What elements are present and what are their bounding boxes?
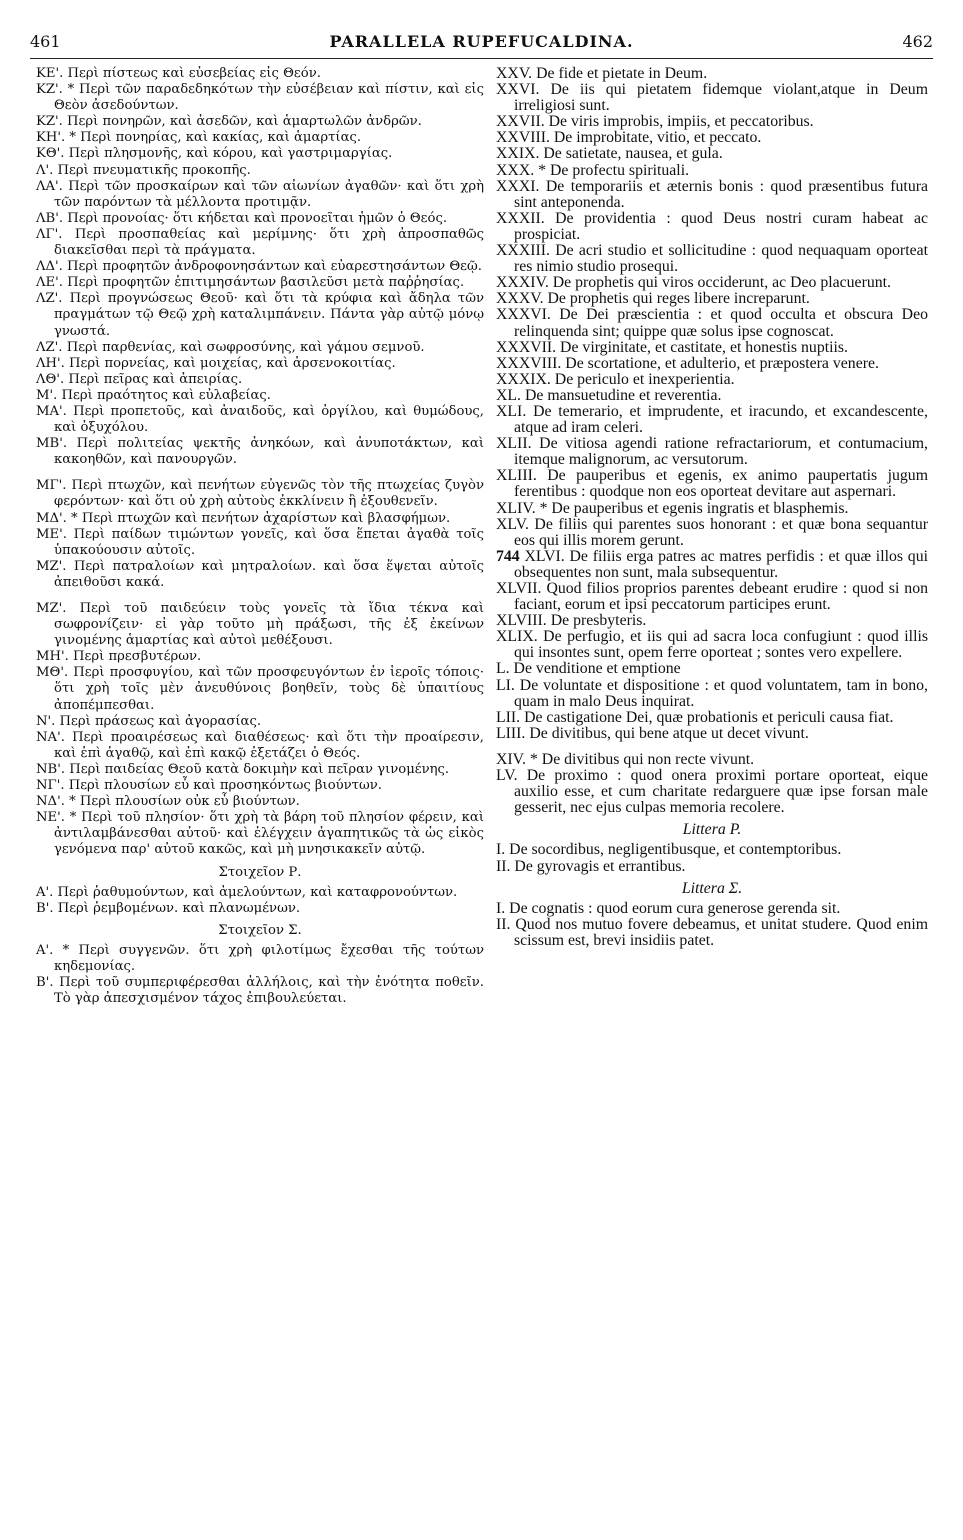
- index-entry: XL. De mansuetudine et reverentia.: [496, 386, 722, 404]
- index-entry: ΛΑ'. Περὶ τῶν προσκαίρων καὶ τῶν αἰωνίων ἀγαθῶν· καὶ ὅτι χρὴ τῶν παρόντων τὰ μέλλοντα προτιμᾷν.: [36, 178, 484, 210]
- index-entry: ΛΖ'. Περὶ προγνώσεως Θεοῦ· καὶ ὅτι τὰ κρύφια καὶ ἄδηλα τῶν πραγμάτων τῷ Θεῷ χρὴ καταλιμπάνειν. Πάντα γὰρ αὐτῷ μόνῳ γνωστά.: [36, 291, 484, 339]
- index-entry: XIV. * De divitibus qui non recte vivunt.: [496, 750, 755, 768]
- index-entry: ΜΖ'. Περὶ τοῦ παιδεύειν τοὺς γονεῖς τὰ ἴδια τέκνα καὶ σωφρονίζειν· εἰ γὰρ τοῦτο μὴ πράξωσι, τῆς ἐξ ἐκείνων γινομένης ἁμαρτίας καὶ αὐτοὶ μεθέξουσι.: [36, 601, 484, 649]
- right-page-number: 462: [902, 32, 933, 51]
- section-heading-rho: Στοιχεῖον Ρ.: [218, 864, 302, 880]
- index-entry: LIII. De divitibus, qui bene atque ut decet vivunt.: [496, 724, 809, 742]
- index-entry: Ν'. Περὶ πράσεως καὶ ἀγορασίας.: [36, 713, 262, 729]
- index-entry: ΜΕ'. Περὶ παίδων τιμώντων γονεῖς, καὶ ὅσα ἕπεται ἀγαθὰ τοῖς ὑπακούουσιν αὐτοῖς.: [36, 526, 484, 558]
- index-entry: ΝΑ'. Περὶ προαιρέσεως καὶ διαθέσεως· καὶ ὅτι τὴν προαίρεσιν, καὶ ἐπὶ ἀγαθῷ, καὶ ἐπὶ κακῷ ἐξετάζει ὁ Θεός.: [36, 729, 484, 761]
- index-entry: Β'. Περὶ τοῦ συμπεριφέρεσθαι ἀλλήλοις, καὶ τὴν ἑνότητα ποθεῖν. Τὸ γὰρ ἀπεσχισμένον τάχος ἐπιβουλεύεται.: [36, 975, 484, 1007]
- page-header: [30, 32, 933, 59]
- index-entry: II. Quod nos mutuo fovere debeamus, et unitat studere. Quod enim scissum est, brevi insidiis patet.: [496, 915, 928, 949]
- margin-number: 744: [496, 547, 520, 565]
- index-entry: XXVII. De viris improbis, impiis, et peccatoribus.: [496, 113, 814, 131]
- index-entry: XXXIX. De periculo et inexperientia.: [496, 370, 735, 388]
- index-entry: XLIV. * De pauperibus et egenis ingratis et blasphemis.: [496, 499, 849, 517]
- index-entry: LV. De proximo : quod onera proximi portare oporteat, eique auxilio esse, et cum charitate redarguere quæ ipse forsan male gesserit, nec ejus culpas memoria recolere.: [496, 767, 928, 817]
- index-entry: ΜΘ'. Περὶ προσφυγίου, καὶ τῶν προσφευγόντων ἐν ἱεροῖς τόποις· ὅτι χρὴ τοῖς μὲν ἀνευθύνοις βοηθεῖν, τοὺς δὲ ὑπαιτίους ἀποπέμπεσθαι.: [36, 665, 484, 713]
- index-entry: ΝΕ'. * Περὶ τοῦ πλησίον· ὅτι χρὴ τὰ βάρη τοῦ πλησίον φέρειν, καὶ ἀντιλαμβάνεσθαι αὐτοῦ· καὶ ἐλέγχειν ἀγαπητικῶς τὰ ὡς εἰκὸς γενόμενα παρ' αὐτοῦ κακῶς, καὶ μὴ μνησικακεῖν αὐτῷ.: [36, 810, 484, 858]
- index-entry: ΚΖ'. Περὶ πονηρῶν, καὶ ἀσεδῶν, καὶ ἁμαρτωλῶν ἀνδρῶν.: [36, 114, 422, 130]
- index-entry: XXXV. De prophetis qui reges libere increparunt.: [496, 290, 810, 308]
- index-entry: XXXVII. De virginitate, et castitate, et honestis nuptiis.: [496, 338, 848, 356]
- index-entry: ΚΕ'. Περὶ πίστεως καὶ εὐσεβείας εἰς Θεόν.: [36, 66, 321, 81]
- index-entry: Λ'. Περὶ πνευματικῆς προκοπῆς.: [36, 162, 251, 178]
- index-entry: XLVIII. De presbyteris.: [496, 612, 647, 630]
- index-entry: XLI. De temerario, et imprudente, et iracundo, et excandescente, atque ad iram celeri.: [496, 402, 928, 437]
- index-entry: XXXIV. De prophetis qui viros occiderunt, ac Deo placuerunt.: [496, 274, 891, 292]
- index-entry: XXXII. De providentia : quod Deus nostri curam habeat ac prospiciat.: [496, 209, 928, 243]
- index-entry: XXVIII. De improbitate, vitio, et peccato.: [496, 129, 762, 147]
- index-entry: ΛΕ'. Περὶ προφητῶν ἐπιτιμησάντων βασιλεῦσι μετὰ παῤῥησίας.: [36, 275, 465, 291]
- index-entry: ΛΓ'. Περὶ προσπαθείας καὶ μερίμνης· ὅτι χρὴ ἀπροσπαθῶς διακεῖσθαι περὶ τὰ πράγματα.: [36, 226, 484, 259]
- index-entry: XXIX. De satietate, nausea, et gula.: [496, 145, 723, 163]
- index-entry: XLVII. Quod filios proprios parentes debeant erudire : quod si non faciant, eorum et ipsi peccatorum participes erunt.: [496, 580, 928, 614]
- section-heading-littera-sigma: Littera Σ.: [681, 879, 743, 897]
- index-entry: ΛΔ'. Περὶ προφητῶν ἀνδροφονησάντων καὶ εὐαρεστησάντων Θεῷ.: [36, 259, 482, 275]
- index-entry: XXXVI. De Dei præscientia : et quod occulta et obscura Deo relinquenda sint; quippe quæ solus ipse cognoscat.: [496, 306, 928, 340]
- section-gap: [36, 468, 484, 478]
- index-entry: XXXVIII. De scortatione, et adulterio, et præpostera venere.: [496, 354, 879, 372]
- index-entry: ΛΗ'. Περὶ πορνείας, καὶ μοιχείας, καὶ ἀρσενοκοιτίας.: [36, 355, 396, 371]
- index-entry: ΛΖ'. Περὶ παρθενίας, καὶ σωφροσύνης, καὶ γάμου σεμνοῦ.: [36, 339, 425, 355]
- index-entry: II. De gyrovagis et errantibus.: [496, 857, 686, 875]
- latin-column: [496, 66, 928, 949]
- index-entry: ΜΔ'. * Περὶ πτωχῶν καὶ πενήτων ἀχαρίστων καὶ βλασφήμων.: [36, 510, 451, 526]
- index-entry: ΝΒ'. Περὶ παιδείας Θεοῦ κατὰ δοκιμὴν καὶ πεῖραν γινομένης.: [36, 761, 450, 777]
- index-entry: ΜΒ'. Περὶ πολιτείας ψεκτῆς ἀνηκόων, καὶ ἀνυποτάκτων, καὶ κακοηθῶν, καὶ πανουργῶν.: [36, 436, 484, 468]
- index-entry: XLII. De vitiosa agendi ratione refractariorum, et contumacium, itemque malignorum, ac versutorum.: [496, 435, 928, 469]
- index-entry: ΚΖ'. * Περὶ τῶν παραδεδηκότων τὴν εὐσέβειαν καὶ πίστιν, καὶ εἰς Θεὸν ἀσεδούντων.: [36, 82, 484, 114]
- index-entry: ΛΒ'. Περὶ προνοίας· ὅτι κήδεται καὶ προνοεῖται ἡμῶν ὁ Θεός.: [36, 210, 448, 226]
- section-heading-littera-p: Littera P.: [682, 821, 742, 839]
- index-entry: Μ'. Περὶ πραότητος καὶ εὐλαβείας.: [36, 387, 271, 403]
- index-entry: Α'. * Περὶ συγγενῶν. ὅτι χρὴ φιλοτίμως ἔχεσθαι τῆς τούτων κηδεμονίας.: [36, 942, 484, 974]
- index-entry: I. De socordibus, negligentibusque, et contemptoribus.: [496, 841, 842, 859]
- index-entry: ΜΑ'. Περὶ προπετοῦς, καὶ ἀναιδοῦς, καὶ ὀργίλου, καὶ θυμώδους, καὶ ὀξυχόλου.: [36, 403, 484, 436]
- index-entry: ΝΔ'. * Περὶ πλουσίων οὐκ εὖ βιούντων.: [36, 794, 300, 810]
- left-page-number: 461: [30, 32, 61, 51]
- index-entry: ΜΗ'. Περὶ πρεσβυτέρων.: [36, 649, 202, 665]
- index-entry: XXV. De fide et pietate in Deum.: [496, 65, 708, 82]
- running-title: PARALLELA RUPEFUCALDINA.: [329, 32, 634, 51]
- index-entry: ΚΗ'. * Περὶ πονηρίας, καὶ κακίας, καὶ ἁμαρτίας.: [36, 130, 362, 146]
- section-heading-sigma: Στοιχεῖον Σ.: [218, 922, 302, 938]
- section-gap: [36, 591, 484, 601]
- index-entry: XLIX. De perfugio, et iis qui ad sacra loca confugiunt : quod illis qui insontes sunt, opem ferre oporteat ; sontes vero expellere.: [496, 628, 928, 662]
- index-entry: XLV. De filiis qui parentes suos honorant : et quæ bona sequantur eos qui illis morem gerunt.: [496, 515, 928, 549]
- index-entry: XXX. * De profectu spirituali.: [496, 161, 690, 179]
- index-entry: ΝΓ'. Περὶ πλουσίων εὖ καὶ προσηκόντως βιούντων.: [36, 778, 382, 794]
- entry-text: XLVI. De filiis erga patres ac matres perfidis : et quæ illos qui obsequentes non sunt, mala subsequentur.: [514, 547, 928, 581]
- index-entry: L. De venditione et emptione: [496, 660, 681, 678]
- index-entry: XXVI. De iis qui pietatem fidemque violant,atque in Deum irreligiosi sunt.: [496, 81, 928, 115]
- index-entry: ΛΘ'. Περὶ πεῖρας καὶ ἀπειρίας.: [36, 371, 243, 387]
- index-entry: ΚΘ'. Περὶ πλησμονῆς, καὶ κόρου, καὶ γαστριμαργίας.: [36, 146, 393, 162]
- index-entry: [496, 549, 928, 581]
- index-entry: ΜΓ'. Περὶ πτωχῶν, καὶ πενήτων εὐγενῶς τὸν τῆς πτωχείας ζυγὸν φερόντων· καὶ ὅτι οὐ χρὴ αὐτοὺς ἐκκλίνειν ἢ ἐξουθενεῖν.: [36, 478, 484, 510]
- index-entry: XXXIII. De acri studio et sollicitudine : quod nequaquam oporteat res nimio studio prosequi.: [496, 242, 928, 276]
- index-entry: XXXI. De temporariis et æternis bonis : quod præsentibus futura sint anteponenda.: [496, 177, 928, 211]
- index-entry: Α'. Περὶ ῥαθυμούντων, καὶ ἀμελούντων, καὶ καταφρονούντων.: [36, 884, 458, 900]
- index-entry: LI. De voluntate et dispositione : et quod voluntatem, tam in bono, quam in malo Deus inquirat.: [496, 676, 928, 710]
- index-entry: Β'. Περὶ ῥεμβομένων. καὶ πλανωμένων.: [36, 900, 301, 916]
- index-entry: LII. De castigatione Dei, quæ probationis et periculi causa fiat.: [496, 708, 894, 726]
- greek-column: [36, 66, 484, 1007]
- index-entry: XLIII. De pauperibus et egenis, ex animo paupertatis jugum ferentibus : quodque non eos oporteat devitare aut aspernari.: [496, 467, 928, 501]
- index-entry: I. De cognatis : quod eorum cura generose gerenda sit.: [496, 899, 841, 917]
- index-entry: ΜΖ'. Περὶ πατραλοίων καὶ μητραλοίων. καὶ ὅσα ἕψεται αὐτοῖς ἀπειθοῦσι κακά.: [36, 558, 484, 590]
